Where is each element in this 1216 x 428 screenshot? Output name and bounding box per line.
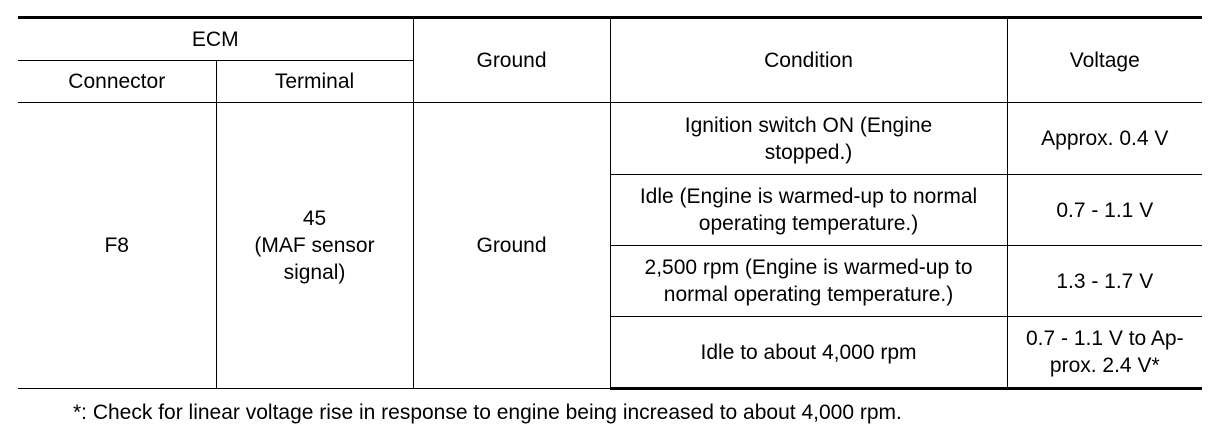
- condition-cell: Idle to about 4,000 rpm: [610, 317, 1007, 389]
- voltage-cell: Approx. 0.4 V: [1007, 103, 1202, 175]
- ecm-header: ECM: [18, 18, 413, 61]
- voltage-line2: prox. 2.4 V*: [1049, 354, 1160, 377]
- terminal-cell: [216, 103, 413, 389]
- terminal-header: Terminal: [216, 61, 413, 103]
- condition-cell: [610, 246, 1007, 317]
- connector-cell: F8: [18, 103, 216, 389]
- condition-cell: [610, 103, 1007, 175]
- ecm-voltage-table: [18, 16, 1202, 390]
- terminal-desc-line2: signal): [283, 261, 346, 284]
- condition-line1: 2,500 rpm (Engine is warmed-up to: [644, 256, 973, 279]
- condition-line2: operating temperature.): [698, 212, 919, 235]
- terminal-desc-line1: (MAF sensor: [254, 234, 375, 257]
- ground-cell: Ground: [413, 103, 610, 389]
- voltage-cell: 1.3 - 1.7 V: [1007, 246, 1202, 317]
- ground-header: Ground: [413, 18, 610, 103]
- condition-line1: Idle (Engine is warmed-up to normal: [639, 185, 978, 208]
- condition-line2: normal operating temperature.): [663, 283, 954, 306]
- condition-cell: [610, 175, 1007, 246]
- condition-header: Condition: [610, 18, 1007, 103]
- spec-table-container: [18, 16, 1202, 390]
- condition-line1: Ignition switch ON (Engine: [684, 113, 933, 137]
- terminal-number: 45: [302, 207, 327, 230]
- condition-line2: stopped.): [764, 140, 853, 164]
- voltage-header: Voltage: [1007, 18, 1202, 103]
- connector-header: Connector: [18, 61, 216, 103]
- table-row: [18, 103, 1202, 175]
- voltage-line1: 0.7 - 1.1 V to Ap-: [1025, 327, 1184, 350]
- footnote: *: Check for linear voltage rise in response to engine being increased to about 4,000 rpm.: [73, 401, 902, 424]
- voltage-cell: [1007, 317, 1202, 389]
- voltage-cell: 0.7 - 1.1 V: [1007, 175, 1202, 246]
